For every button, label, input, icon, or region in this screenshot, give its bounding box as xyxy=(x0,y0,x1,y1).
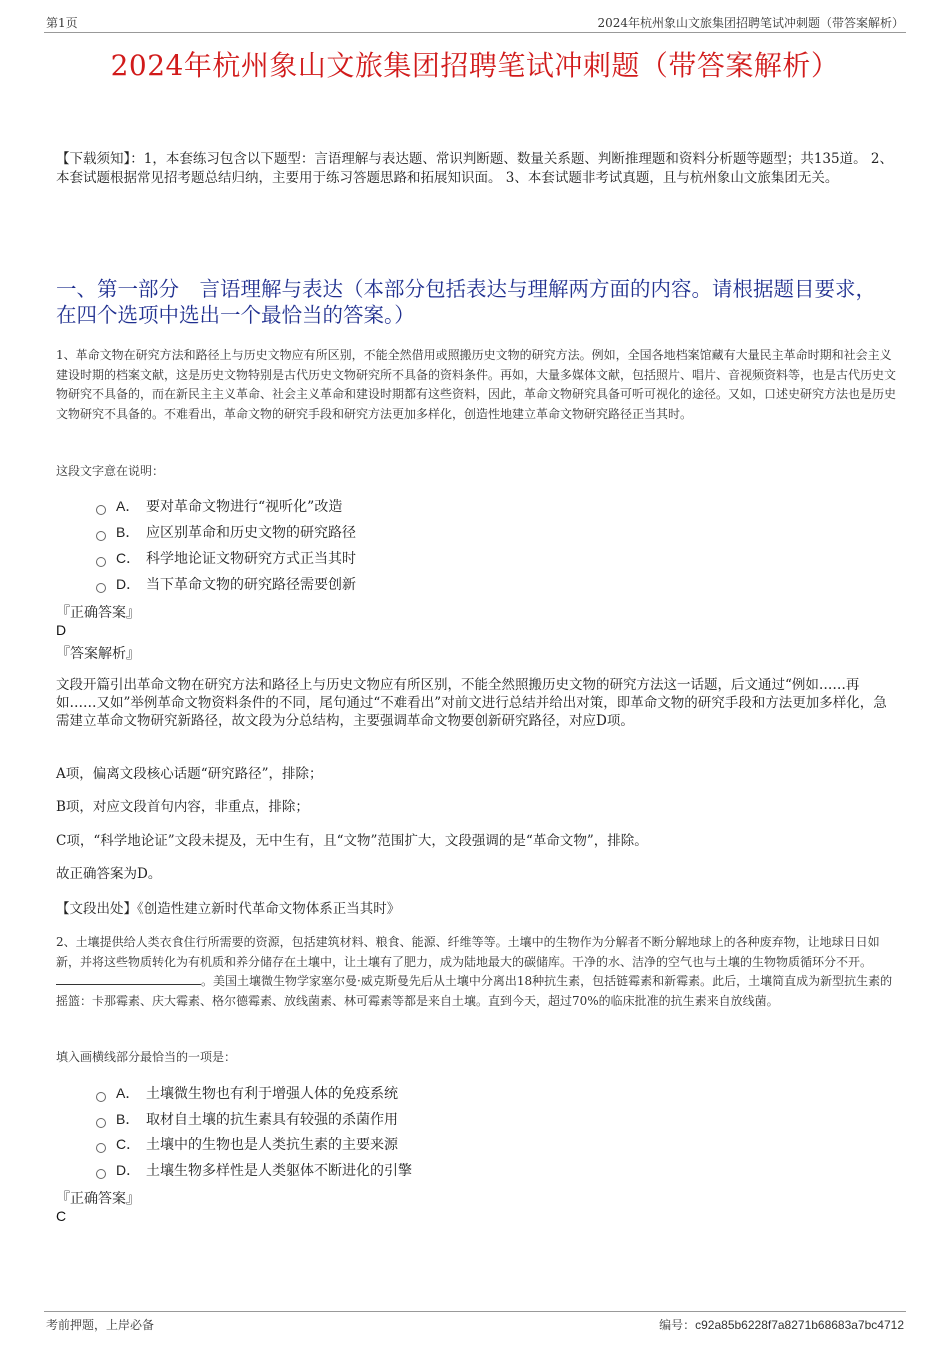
section-heading: 一、第一部分 言语理解与表达（本部分包括表达与理解两方面的内容。请根据题目要求，在四个选项中选出一个最恰当的答案。） xyxy=(56,277,876,327)
analysis-note-a: A项，偏离文段核心话题“研究路径”，排除； xyxy=(56,766,323,782)
question-1-option-b[interactable]: B． 应区别革命和历史文物的研究路径 xyxy=(96,522,356,542)
question-2-option-a[interactable]: A． 土壤微生物也有利于增强人体的免疫系统 xyxy=(96,1083,398,1103)
radio-icon[interactable] xyxy=(96,557,106,567)
radio-icon[interactable] xyxy=(96,583,106,593)
page-number: 第1页 xyxy=(46,16,78,30)
download-notice: 【下载须知】：1，本套练习包含以下题型：言语理解与表达题、常识判断题、数量关系题、判断推理题和资料分析题等题型；共135道。 2、本套试题根据常见招考题总结归纳，主要用于练习答题思路和拓展知识面。 3、本套试题非考试真题，且与杭州象山文旅集团无关。 xyxy=(56,151,893,186)
question-1-option-c[interactable]: C． 科学地论证文物研究方式正当其时 xyxy=(96,548,356,568)
question-2-option-d[interactable]: D． 土壤生物多样性是人类躯体不断进化的引擎 xyxy=(96,1160,412,1180)
analysis-text: 文段开篇引出革命文物在研究方法和路径上与历史文物应有所区别，不能全然照搬历史文物的研究方法这一话题，后文通过“例如……再如……又如”举例革命文物资料条件的不同，尾句通过“不难看出”对前文进行总结并给出对策，即革命文物的研究手段和方法更加多样化，急需建立革命文物研究新路径，故文段为分总结构，主要强调革命文物要创新研究路径，对应D项。 xyxy=(56,677,887,729)
header-divider xyxy=(44,32,906,33)
question-1-body: 1、革命文物在研究方法和路径上与历史文物应有所区别，不能全然借用或照搬历史文物的研究方法。例如，全国各地档案馆藏有大量民主革命时期和社会主义建设时期的档案文献，这是历史文物特别是古代历史文物研究所不具备的资料条件。再如，大量多媒体文献，包括照片、唱片、音视频资料等，也是古代历史文物研究不具备的，而在新民主主义革命、社会主义革命和建设时期都有这些资料，因此，革命文物研究具备可听可视化的途径。又如，口述史研究方法也是历史文物研究不具备的。不难看出，革命文物的研究手段和研究方法更加多样化，创造性地建立革命文物研究路径正当其时。 xyxy=(56,348,897,421)
footer-divider xyxy=(44,1311,906,1312)
question-2-body: 2、土壤提供给人类衣食住行所需要的资源，包括建筑材料、粮食、能源、纤维等等。土壤中的生物作为分解者不断分解地球上的各种废弃物，让地球日日如新，并将这些物质转化为有机质和养分储存在土壤中，让土壤有了肥力，成为陆地最大的碳储库。干净的水、洁净的空气也与土壤的生物物质循环分不开。。美国土壤微生物学家塞尔曼·威克斯曼先后从土壤中分离出18种抗生素，包括链霉素和新霉素。此后，土壤简直成为新型抗生素的摇篮：卡那霉素、庆大霉素、格尔德霉素、放线菌素、林可霉素等都是来自土壤。直到今天，超过70%的临床批准的抗生素来自放线菌。 xyxy=(56,935,893,1008)
radio-icon[interactable] xyxy=(96,1169,106,1179)
radio-icon[interactable] xyxy=(96,1143,106,1153)
source-citation: 【文段出处】《创造性建立新时代革命文物体系正当其时》 xyxy=(56,901,401,917)
correct-answer-value: D xyxy=(56,622,67,638)
analysis-note-b: B项，对应文段首句内容，非重点，排除； xyxy=(56,799,309,815)
analysis-note-c: C项，“科学地论证”文段未提及，无中生有，且“文物”范围扩大，文段强调的是“革命文物”，排除。 xyxy=(56,833,648,849)
radio-icon[interactable] xyxy=(96,531,106,541)
correct-answer-label: 『正确答案』 xyxy=(56,605,140,621)
radio-icon[interactable] xyxy=(96,1118,106,1128)
running-title: 2024年杭州象山文旅集团招聘笔试冲刺题（带答案解析） xyxy=(597,16,904,30)
question-2-option-b[interactable]: B． 取材自土壤的抗生素具有较强的杀菌作用 xyxy=(96,1109,398,1129)
radio-icon[interactable] xyxy=(96,1092,106,1102)
question-2-prompt: 填入画横线部分最恰当的一项是： xyxy=(56,1050,237,1064)
footer-slogan: 考前押题，上岸必备 xyxy=(46,1318,155,1332)
radio-icon[interactable] xyxy=(96,505,106,515)
correct-answer-value-2: C xyxy=(56,1208,67,1224)
question-2-option-c[interactable]: C． 土壤中的生物也是人类抗生素的主要来源 xyxy=(96,1134,398,1154)
page-title: 2024年杭州象山文旅集团招聘笔试冲刺题（带答案解析） xyxy=(110,49,840,82)
fill-in-blank xyxy=(56,972,201,985)
analysis-label: 『答案解析』 xyxy=(56,646,140,662)
question-1-option-a[interactable]: A． 要对革命文物进行“视听化”改造 xyxy=(96,496,342,516)
question-1-option-d[interactable]: D． 当下革命文物的研究路径需要创新 xyxy=(96,574,356,594)
question-1-prompt: 这段文字意在说明： xyxy=(56,464,165,478)
document-id: 编号：c92a85b6228f7a8271b68683a7bc4712 xyxy=(659,1318,904,1332)
correct-answer-label-2: 『正确答案』 xyxy=(56,1191,140,1207)
analysis-conclusion: 故正确答案为D。 xyxy=(56,866,162,882)
